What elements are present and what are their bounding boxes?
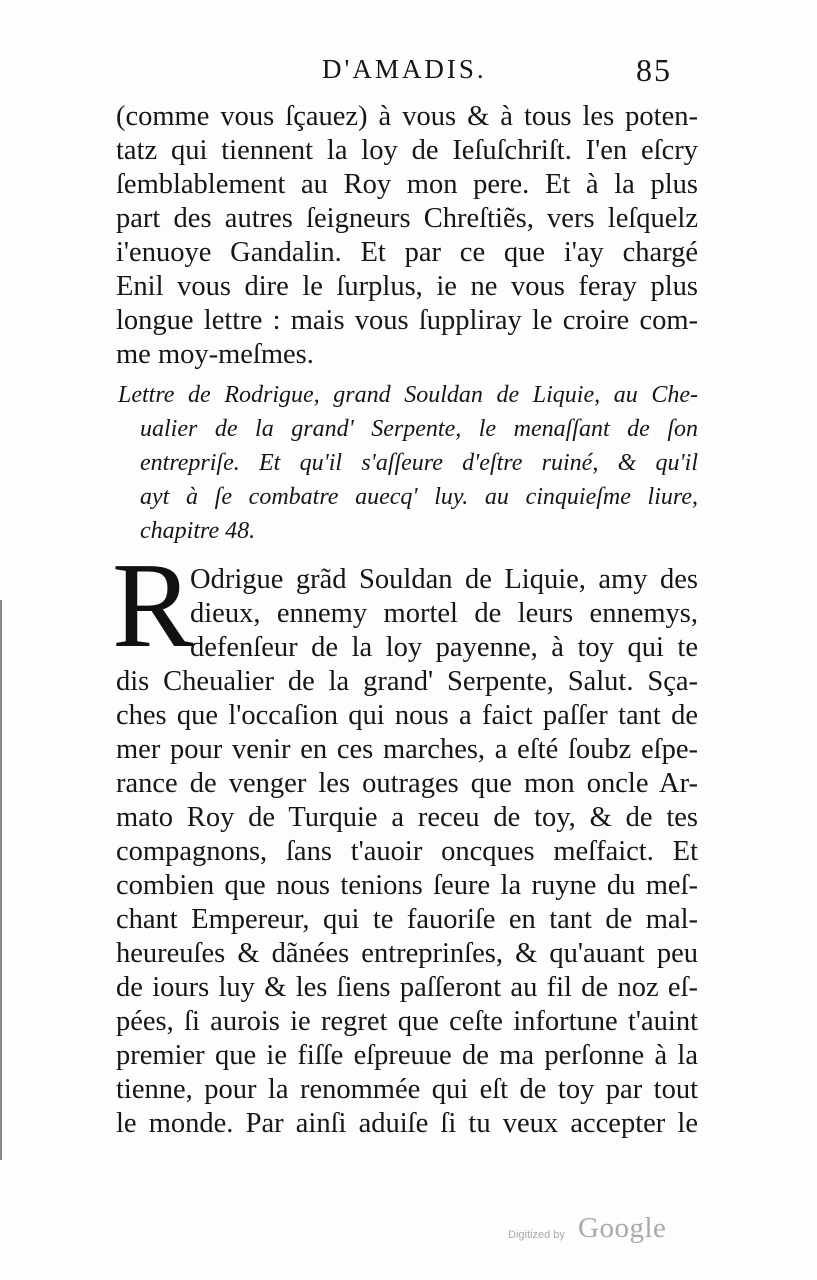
watermark-prefix: Digitized by	[508, 1229, 565, 1241]
text-line: tatz qui tiennent la loy de Ieſuſchriſt. I'en eſcry	[116, 135, 698, 166]
watermark-brand: Google	[578, 1212, 667, 1244]
text-line: i'enuoye Gandalin. Et par ce que i'ay chargé	[116, 237, 698, 268]
running-title: D'AMADIS.	[322, 54, 487, 84]
text-line: dis Cheualier de la grand' Serpente, Salut. Sça-	[116, 666, 698, 697]
text-line: mato Roy de Turquie a receu de toy, & de tes	[116, 802, 698, 833]
text-line: me moy-meſmes.	[116, 339, 314, 370]
text-line: longue lettre : mais vous ſuppliray le croire com-	[116, 305, 698, 336]
text-line: chant Empereur, qui te fauoriſe en tant de mal-	[116, 904, 698, 935]
text-line: compagnons, ſans t'auoir oncques meſfaict. Et	[116, 836, 698, 867]
caption-line: entrepriſe. Et qu'il s'aſſeure d'eſtre ruiné, & qu'il	[140, 450, 698, 476]
text-line: premier que ie fiſſe eſpreuue de ma perſonne à la	[116, 1040, 698, 1071]
caption-line: chapitre 48.	[140, 518, 256, 544]
text-line: dieux, ennemy mortel de leurs ennemys,	[190, 598, 698, 629]
page-number: 85	[636, 52, 672, 88]
text-line: part des autres ſeigneurs Chreſtiẽs, vers leſquelz	[116, 203, 698, 234]
drop-cap-initial: R	[112, 538, 194, 673]
text-line: combien que nous tenions ſeure la ruyne du meſ-	[116, 870, 698, 901]
page-edge-shadow	[0, 600, 10, 1160]
text-line: (comme vous ſçauez) à vous & à tous les poten-	[116, 101, 698, 132]
text-line: ches que l'occaſion qui nous a faict paſſer tant de	[116, 700, 698, 731]
digitized-watermark	[508, 1212, 678, 1252]
text-line: tienne, pour la renommée qui eſt de toy par tout	[116, 1074, 698, 1105]
text-line: le monde. Par ainſi aduiſe ſi tu veux accepter le	[116, 1108, 698, 1139]
text-line: mer pour venir en ces marches, a eſté ſoubz eſpe-	[116, 734, 698, 765]
text-line: Enil vous dire le ſurplus, ie ne vous feray plus	[116, 271, 698, 302]
text-line: de iours luy & les ſiens paſſeront au fil de noz eſ-	[116, 972, 698, 1003]
text-line: ſemblablement au Roy mon pere. Et à la plus	[116, 169, 698, 200]
caption-line: ayt à ſe combatre auecq' luy. au cinquieſme liure,	[140, 484, 698, 510]
text-line: Odrigue grãd Souldan de Liquie, amy des	[190, 564, 698, 595]
caption-line: Lettre de Rodrigue, grand Souldan de Liquie, au Che-	[118, 382, 698, 408]
text-line: rance de venger les outrages que mon oncle Ar-	[116, 768, 698, 799]
text-line: pées, ſi aurois ie regret que ceſte infortune t'auint	[116, 1006, 698, 1037]
running-header	[0, 52, 817, 92]
text-line: heureuſes & dãnées entreprinſes, & qu'auant peu	[116, 938, 698, 969]
text-line: defenſeur de la loy payenne, à toy qui te	[190, 632, 698, 663]
caption-line: ualier de la grand' Serpente, le menaſſant de ſon	[140, 416, 698, 442]
